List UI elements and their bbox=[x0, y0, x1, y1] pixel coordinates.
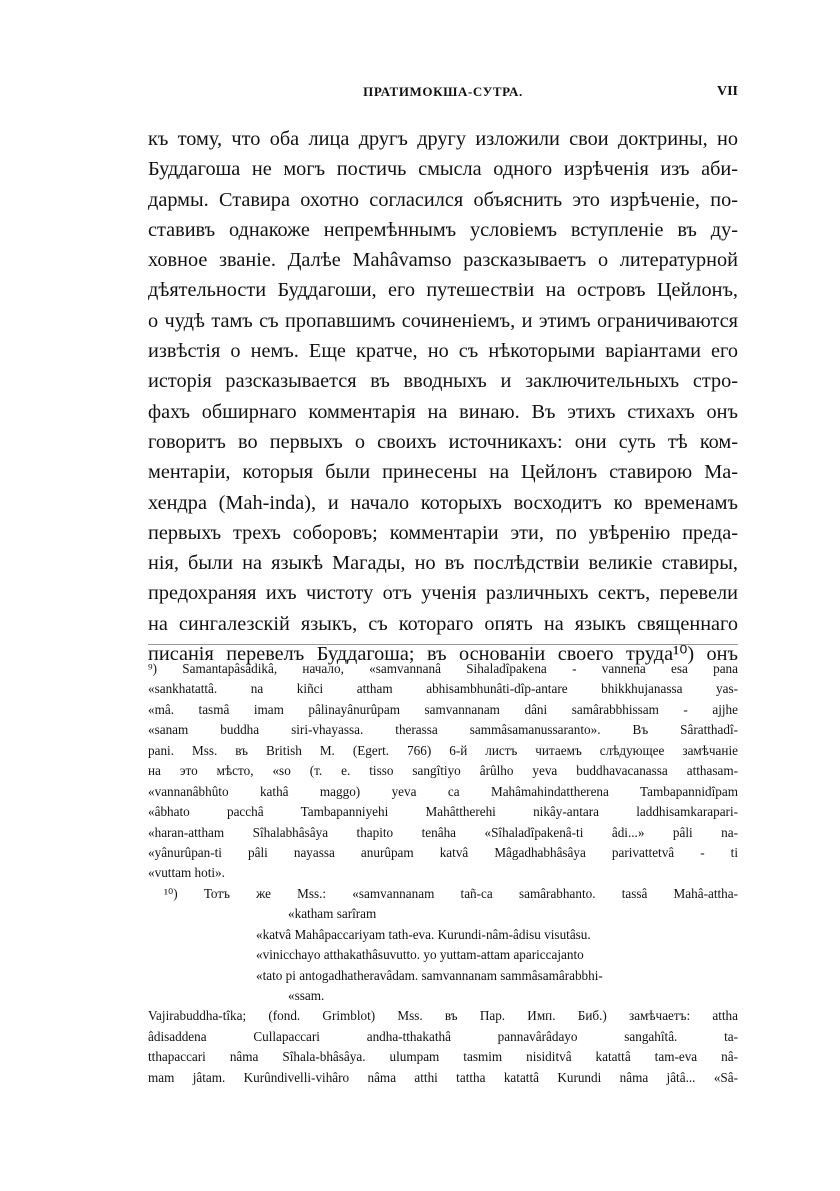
footnote-line: «vannanâbhûto kathâ maggo) yeva ca Mahâmahindattherena Tambapannidîpam bbox=[148, 783, 738, 799]
footnote-line: ⁹) Samantapâsâdikâ, начало, «samvannanâ Sihaladîpakena - vannena esa pana bbox=[148, 661, 738, 676]
footnote-line: «sankhatattâ. na kiñci attham abhisambhunâti-dîp-antare bhikkhujanassa yas- bbox=[148, 681, 738, 697]
text-line: писанія перевелъ Буддагоша; въ основаніи своего труда¹⁰) онъ bbox=[148, 643, 738, 666]
text-line: исторія разсказывается въ вводныхъ и заключительныхъ стро- bbox=[148, 370, 738, 393]
main-text bbox=[148, 124, 738, 669]
footnote-line: «vuttam hoti». bbox=[148, 865, 225, 881]
footnotes bbox=[148, 659, 738, 1088]
running-head bbox=[148, 84, 738, 106]
footnote-line: «mâ. tasmâ imam pâlinayânurûpam samvannanam dâni samârabbhissam - ajjhe bbox=[148, 701, 738, 717]
text-line: фахъ обширнаго комментарія на винаю. Въ этихъ стихахъ онъ bbox=[148, 400, 738, 423]
footnote-line: mam jâtam. Kurûndivelli-vihâro nâma atthi tattha katattâ Kurundi nâma jâtâ... «Sâ- bbox=[148, 1069, 738, 1085]
running-title: ПРАТИМОКША-СУТРА. bbox=[363, 84, 523, 99]
text-line: нія, были на языкѣ Магады, но въ послѣдствіи великіе ставиры, bbox=[148, 552, 738, 575]
footnote-line: «tato pi antogadhatheravâdam. samvannanam sammâsamârabbhi- bbox=[256, 967, 603, 983]
page-number: VII bbox=[716, 84, 738, 99]
text-line: говоритъ во первыхъ о своихъ источникахъ: они суть тѣ ком- bbox=[148, 430, 738, 453]
text-line: о чудѣ тамъ съ пропавшимъ сочиненіемъ, и этимъ ограничиваются bbox=[148, 309, 738, 332]
text-line: дармы. Ставира охотно согласился объяснить это изрѣченіе, по- bbox=[148, 188, 738, 211]
footnote-line: tthapaccari nâma Sîhala-bhâsâya. ulumpam tasmim nisiditvâ katattâ tam-eva nâ- bbox=[148, 1049, 738, 1065]
footnote-line: «yânurûpan-ti pâli nayassa anurûpam katvâ Mâgadhabhâsâya parivattetvâ - ti bbox=[148, 844, 738, 860]
footnote-line: «katvâ Mahâpaccariyam tath-eva. Kurundi-nâm-âdisu visutâsu. bbox=[256, 926, 591, 942]
text-line: предохраняя ихъ чистоту отъ ученія различныхъ сектъ, перевели bbox=[148, 582, 738, 605]
footnote-separator bbox=[148, 644, 738, 645]
footnote-line: «sanam buddha siri-vhayassa. therassa sammâsamanussaranto». Въ Sâratthadî- bbox=[148, 722, 738, 738]
footnote-line: âdisaddena Cullapaccari andha-tthakathâ pannavârâdayo sangahîtâ. ta- bbox=[148, 1028, 738, 1044]
footnote-line: pani. Mss. въ British M. (Egert. 766) 6-й листъ читаемъ слѣдующее замѣчаніе bbox=[148, 742, 738, 758]
footnote-9 bbox=[148, 659, 738, 884]
text-line: хендра (Mah-inda), и начало которыхъ восходитъ ко временамъ bbox=[148, 491, 738, 514]
text-line: на сингалезскій языкъ, съ котораго опять на языкъ священнаго bbox=[148, 612, 738, 635]
footnote-line: «haran-attham Sîhalabhâsâya thapito tenâha «Sîhaladîpakenâ-ti âdi...» pâli na- bbox=[148, 824, 738, 840]
footnote-line: «vinicchayo atthakathâsuvutto. yo yuttam-attam apariccajanto bbox=[256, 947, 584, 963]
footnote-line: «âbhato pacchâ Tambapanniyehi Mahâttherehi nikây-antara laddhisamkarapari- bbox=[148, 804, 738, 820]
text-line: къ тому, что оба лица другъ другу изложили свои доктрины, но bbox=[148, 128, 738, 150]
text-line: дѣятельности Буддагоши, его путешествіи на островъ Цейлонъ, bbox=[148, 279, 738, 302]
footnote-line: «ssam. bbox=[288, 988, 325, 1003]
text-line: извѣстія о немъ. Еще кратче, но съ нѣкоторыми варіантами его bbox=[148, 340, 738, 363]
footnote-line: «katham sarîram bbox=[288, 906, 377, 922]
footnote-10 bbox=[148, 884, 738, 1088]
footnote-line: Vajirabuddha-tîka; (fond. Grimblot) Mss. въ Пар. Имп. Биб.) замѣчаетъ: attha bbox=[148, 1008, 738, 1024]
text-line: ховное званіе. Далѣе Mahâvamso разсказываетъ о литературной bbox=[148, 249, 738, 272]
text-line: ставивъ однакоже непремѣннымъ условіемъ вступленіе въ ду- bbox=[148, 218, 738, 241]
footnote-line: на это мѣсто, «so (т. е. tisso sangîtiyo ârûlho yeva buddhavacanassa atthasam- bbox=[148, 763, 738, 779]
footnote-line: ¹⁰) Тотъ же Mss.: «samvannanam tañ-ca samârabhanto. tassâ Mahâ-attha- bbox=[164, 885, 738, 901]
text-line: первыхъ трехъ соборовъ; комментаріи эти, по увѣренію преда- bbox=[148, 521, 738, 544]
text-line: Буддагоша не могъ постичь смысла одного изрѣченія изъ аби- bbox=[148, 158, 738, 181]
text-line: ментаріи, которыя были принесены на Цейлонъ ставирою Ма- bbox=[148, 461, 738, 484]
